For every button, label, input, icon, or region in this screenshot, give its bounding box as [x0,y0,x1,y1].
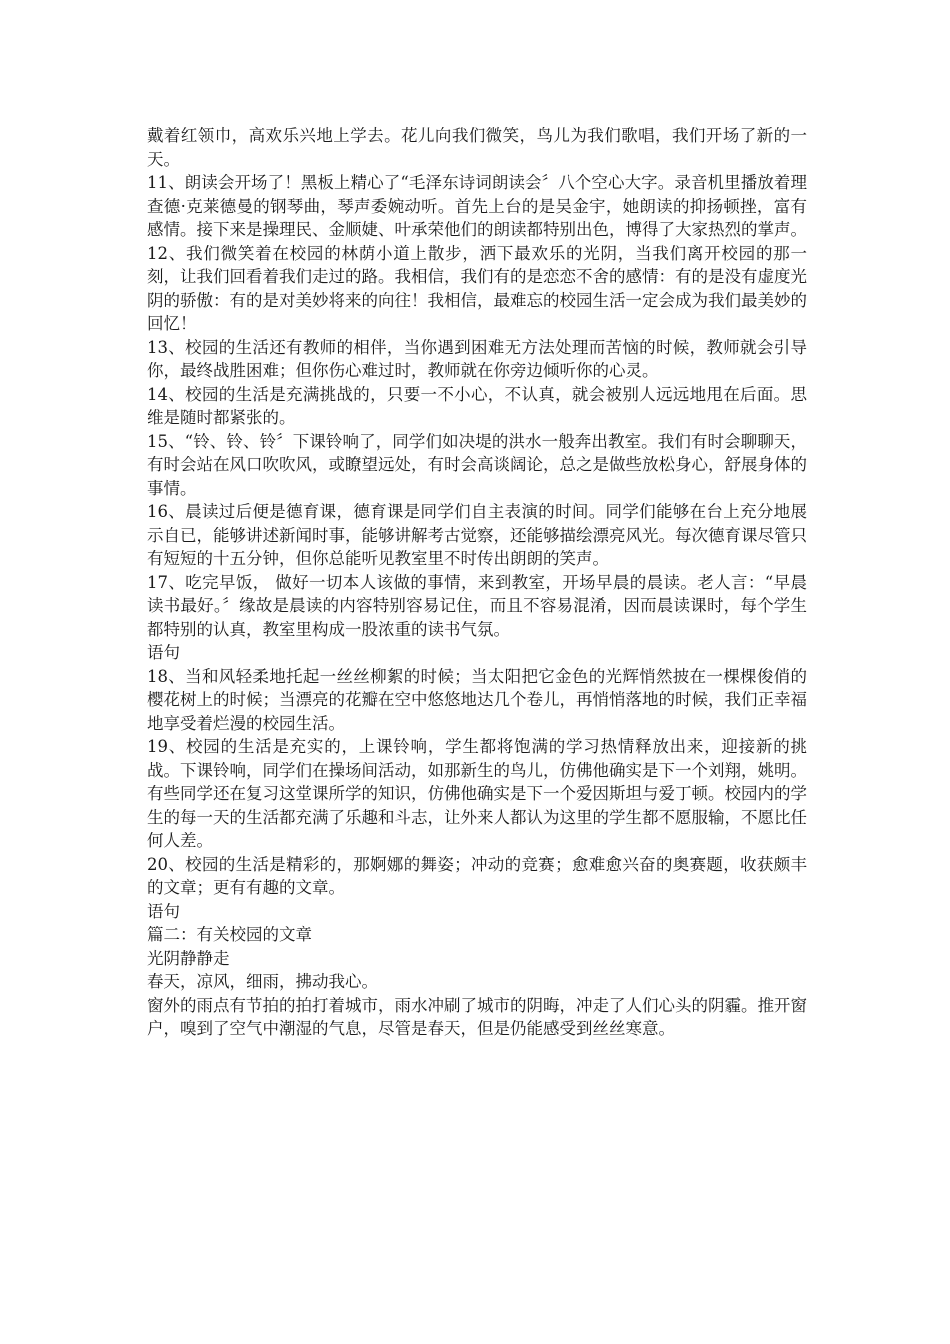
paragraph-15: 15、“铃、铃、铃〞下课铃响了，同学们如决堤的洪水一般奔出教室。我们有时会聊聊天，有时会站在风口吹吹风，或瞭望远处，有时会高谈阔论，总之是做些放松身心，舒展身体的事情。 [147,431,807,498]
paragraph-19: 19、校园的生活是充实的，上课铃响，学生都将饱满的学习热情释放出来，迎接新的挑战。下课铃响，同学们在操场间活动，如那新生的鸟儿，仿佛他确实是下一个刘翔，姚明。有些同学还在复习这堂课所学的知识，仿佛他确实是下一个爱因斯坦与爱丁顿。校园内的学生的每一天的生活都充满了乐趣和斗志，让外来人都认为这里的学生都不愿服输，不愿比任何人差。 [147,737,807,850]
heading-sentences-2: 语句 [147,901,180,921]
paragraph-13: 13、校园的生活还有教师的相伴，当你遇到困难无方法处理而苦恼的时候，教师就会引导你，最终战胜困难；但你伤心难过时，教师就在你旁边倾听你的心灵。 [147,337,807,380]
paragraph-spring: 春天，凉风，细雨，拂动我心。 [147,972,378,991]
heading-sentences-1: 语句 [147,643,180,662]
paragraph-17: 17、吃完早饭， 做好一切本人该做的事情，来到教室，开场早晨的晨读。老人言：“早晨读书最好。〞缘故是晨读的内容特别容易记住，而且不容易混淆，因而晨读课时，每个学生都特别的认真，教室里构成一股浓重的读书气氛。 [147,572,807,639]
article-title: 光阴静静走 [147,948,230,968]
paragraph-11: 11、朗读会开场了！黑板上精心了“毛泽东诗词朗读会〞八个空心大字。录音机里播放着理查德·克莱德曼的钢琴曲，琴声委婉动听。首先上台的是吴金宇，她朗读的抑扬顿挫，富有感情。接下来是操理民、金顺婕、叶承荣他们的朗读都特别出色，博得了大家热烈的掌声。 [147,173,807,239]
paragraph-window: 窗外的雨点有节拍的拍打着城市，雨水冲刷了城市的阴晦，冲走了人们心头的阴霾。推开窗户，嗅到了空气中潮湿的气息，尽管是春天，但是仍能感受到丝丝寒意。 [147,995,807,1038]
paragraph-20: 20、校园的生活是精彩的，那婀娜的舞姿；冲动的竞赛；愈难愈兴奋的奥赛题，收获颇丰的文章；更有有趣的文章。 [147,854,807,897]
document-body [147,124,807,1041]
paragraph-16: 16、晨读过后便是德育课，德育课是同学们自主表演的时间。同学们能够在台上充分地展示自已，能够讲述新闻时事，能够讲解考古觉察，还能够描绘漂亮风光。每次德育课尽管只有短短的十五分钟，但你总能听见教室里不时传出朗朗的笑声。 [147,502,807,568]
paragraph-18: 18、当和风轻柔地托起一丝丝柳絮的时候；当太阳把它金色的光辉悄然披在一棵棵俊俏的樱花树上的时候；当漂亮的花瓣在空中悠悠地达几个卷儿，再悄悄落地的时候，我们正幸福地享受着烂漫的校园生活。 [147,666,807,733]
section-title: 篇二：有关校园的文章 [147,925,312,944]
paragraph-12: 12、我们微笑着在校园的林荫小道上散步，洒下最欢乐的光阴，当我们离开校园的那一刻，让我们回看着我们走过的路。我相信，我们有的是恋恋不舍的感情：有的是没有虚度光阴的骄傲：有的是对美妙将来的向往！我相信，最难忘的校园生活一定会成为我们最美妙的回忆！ [147,243,807,333]
paragraph-intro: 戴着红领巾，高欢乐兴地上学去。花儿向我们微笑，鸟儿为我们歌唱，我们开场了新的一天。 [147,126,807,169]
paragraph-14: 14、校园的生活是充满挑战的，只要一不小心，不认真，就会被别人远远地甩在后面。思维是随时都紧张的。 [147,384,807,427]
